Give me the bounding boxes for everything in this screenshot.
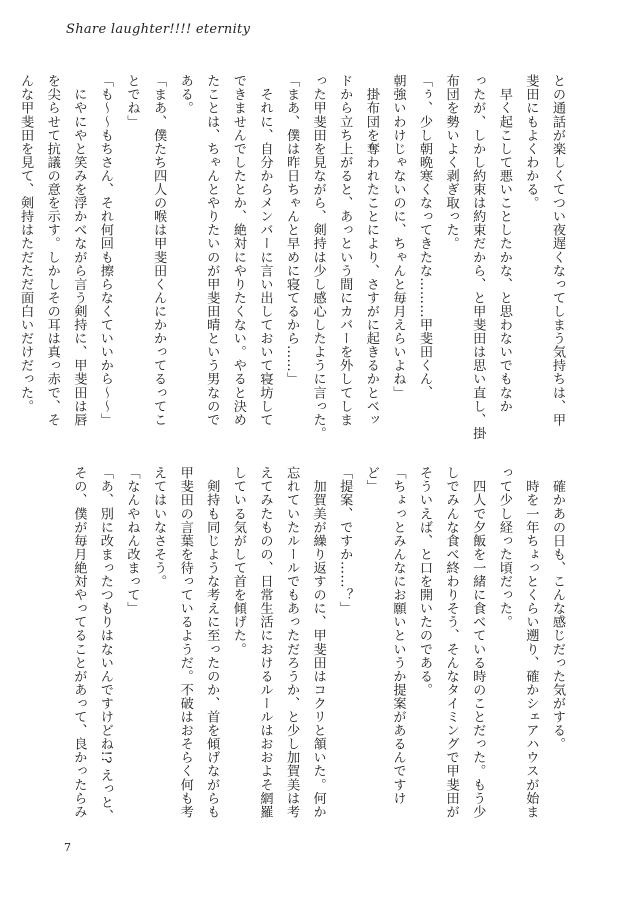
text-line: 「も〜〜もちさん、それ何回も擦らなくていいから〜〜」 — [97, 74, 113, 427]
text-line: ったが、しかし約束は約束だから、と甲斐田は思い直し、掛 — [470, 74, 486, 440]
text-line: 朝強いわけじゃないのに、ちゃんと毎月えらいよね」 — [390, 74, 406, 400]
text-line: 四人で夕飯を一緒に食べている時のことだった。もう少 — [470, 466, 486, 819]
text-line: 剣持も同じような考えに至ったのか、首を傾げながらも — [204, 466, 220, 819]
text-line: たことは、ちゃんとやりたいのが甲斐田晴という男なので — [204, 74, 220, 427]
text-line: 早く起こして悪いことしたかな、と思わないでもなか — [496, 74, 512, 413]
text-line: その、僕が毎月絶対やってることがあって、良かったらみ — [71, 466, 87, 819]
text-line: 「あ、別に改まったつもりはないんですけどね!? えっと、 — [97, 466, 113, 823]
text-line: ドから立ち上がると、あっという間にカバーを外してしま — [337, 74, 353, 427]
text-line: 甲斐田の言葉を待っているようだ。不破はおそらく何も考 — [177, 466, 193, 819]
text-line: 時を一年ちょっとくらい遡り、確かシェアハウスが始ま — [523, 466, 539, 819]
running-header-title: Share laughter!!!! eternity — [66, 22, 251, 37]
lower-text-block — [71, 466, 570, 823]
text-line: 「まあ、僕たち四人の喉は甲斐田くんにかかってるってこ — [151, 74, 167, 427]
text-line: ある。 — [177, 74, 193, 115]
text-line: んな甲斐田を見て、剣持はただただ面白いだけだった。 — [18, 74, 34, 413]
text-line: 加賀美が繰り返すのに、甲斐田はコクリと頷いた。何か — [310, 466, 326, 819]
text-line: ど」 — [363, 466, 379, 494]
text-line: を尖らせて抗議の意を示す。しかしその耳は真っ赤で、そ — [44, 74, 60, 427]
text-line: 忘れていたルールでもあっただろうか、と少し加賀美は考 — [284, 466, 300, 819]
text-line: 斐田にもよくわかる。 — [523, 74, 539, 210]
text-line: えてはいなさそう。 — [151, 466, 167, 588]
text-line: との通話が楽しくてつい夜遅くなってしまう気持ちは、甲 — [550, 74, 565, 427]
text-line: 布団を勢いよく剥ぎ取った。 — [443, 74, 459, 251]
text-line: えてみたものの、日常生活におけるルールはおおよそ網羅 — [257, 466, 273, 819]
text-line: 「ちょっとみんなにお願いというか提案があるんですけ — [390, 466, 406, 805]
text-line: 掛布団を奪われたことにより、さすがに起きるかとベッ — [363, 74, 379, 427]
text-line: 「提案、ですか……？」 — [337, 466, 353, 616]
text-line: とでね」 — [124, 74, 140, 129]
text-line: 確かあの日も、こんな感じだった気がする。 — [550, 466, 565, 751]
text-line: 「ぅ、少し朝晩寒くなってきたな………甲斐田くん、 — [417, 74, 433, 400]
text-line: できませんでしたとか、絶対にやりたくない。やると決め — [230, 74, 246, 427]
text-line: しでみんな食べ終わりそう、そんなタイミングで甲斐田が — [443, 466, 459, 819]
text-line: った甲斐田を見ながら、剣持は少し感心したように言った。 — [310, 74, 326, 440]
text-line: にやにやと笑みを浮かべながら言う剣持に、甲斐田は唇 — [71, 74, 87, 427]
page-number: 7 — [64, 841, 71, 854]
text-line: それに、自分からメンバーに言い出しておいて寝坊して — [257, 74, 273, 427]
text-line: 「まあ、僕は昨日ちゃんと早めに寝てるから……」 — [284, 74, 300, 386]
text-line: そういえば、と口を開いたのである。 — [417, 466, 433, 697]
text-line: している気がして首を傾げた。 — [230, 466, 246, 656]
text-line: 「なんやねん改まって」 — [124, 466, 140, 616]
text-line: って少し経った頃だった。 — [496, 466, 512, 629]
upper-text-block — [18, 74, 570, 440]
